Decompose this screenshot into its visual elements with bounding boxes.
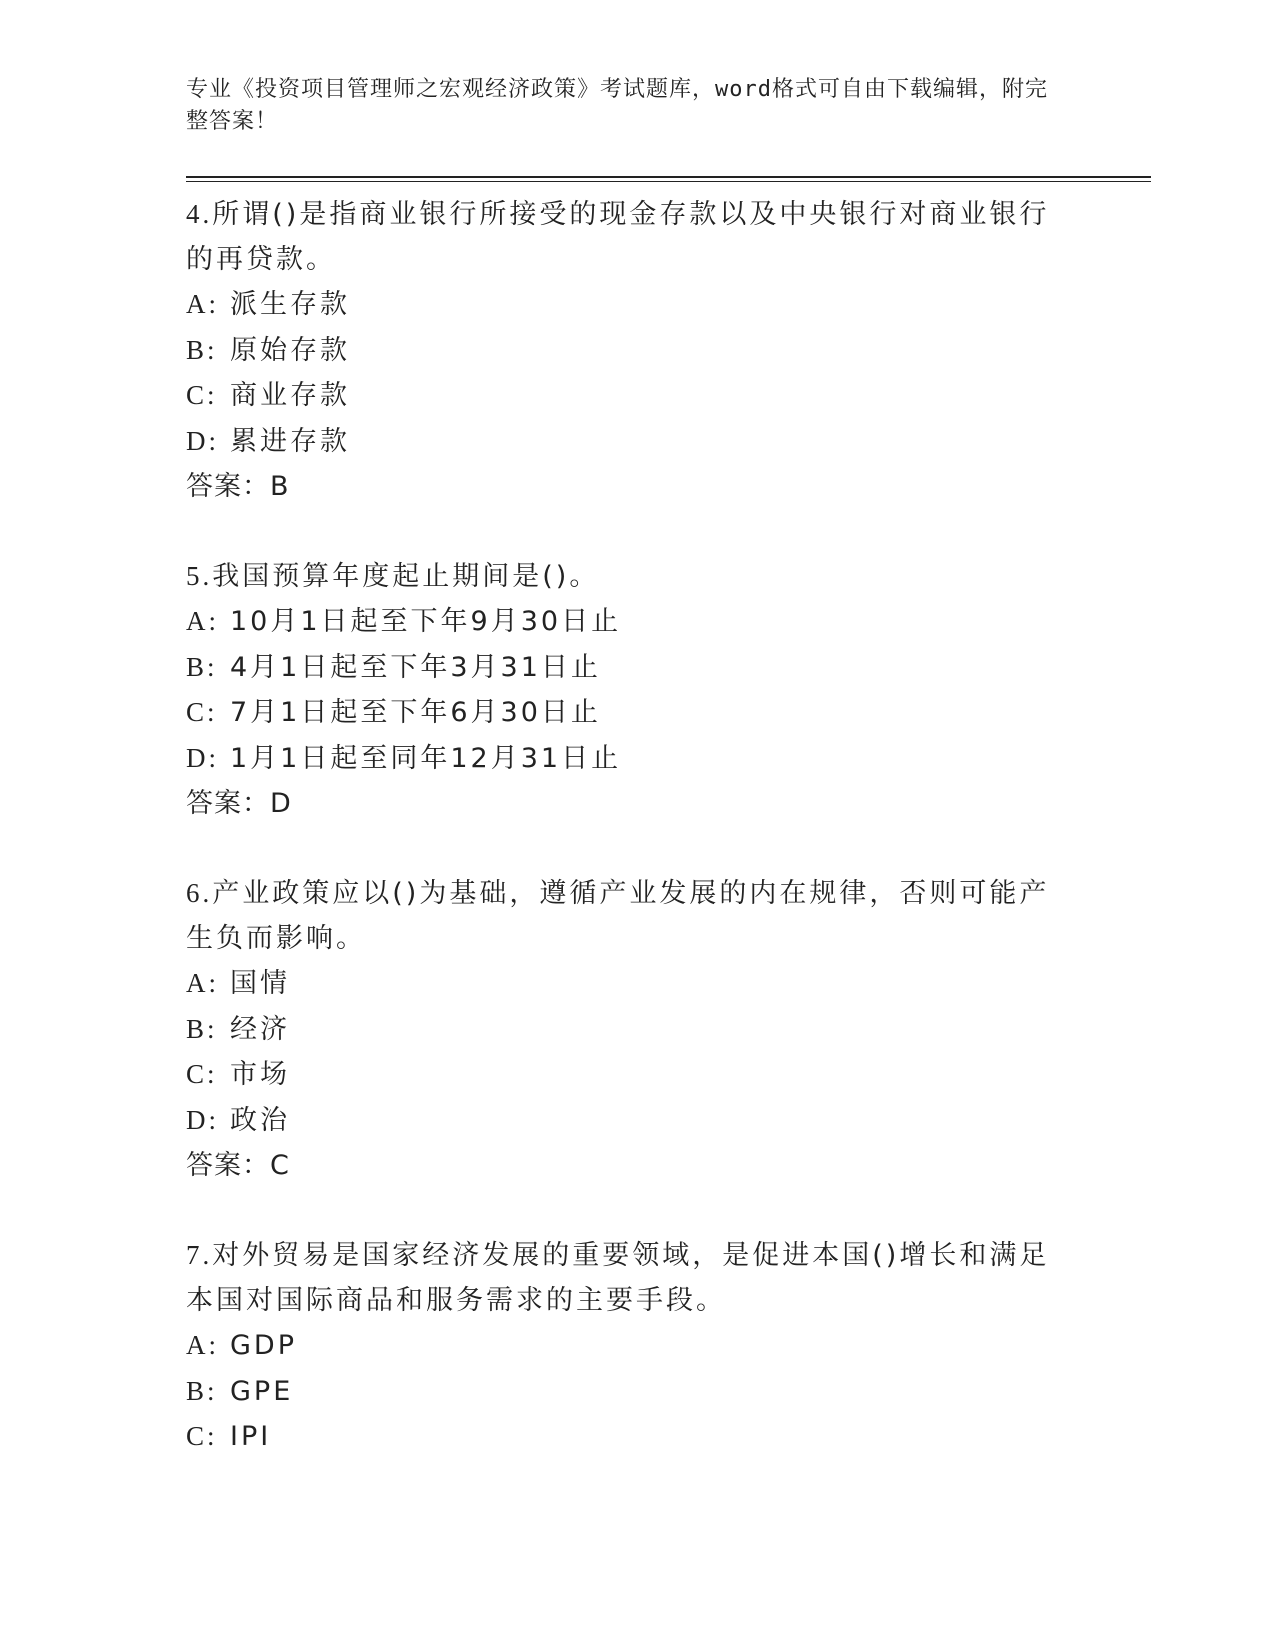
question-number: 4. (186, 199, 213, 229)
option-letter: D: (186, 742, 219, 773)
header-divider-thick (186, 176, 1151, 178)
question-body: 我国预算年度起止期间是()。 (212, 561, 600, 592)
option-letter: B: (186, 334, 218, 365)
option-a (186, 961, 1066, 1007)
question-text (186, 1233, 1066, 1323)
option-text: 派生存款 (230, 289, 350, 320)
question-body: 产业政策应以()为基础，遵循产业发展的内在规律，否则可能产生负而影响。 (186, 878, 1050, 954)
option-letter: C: (186, 1421, 218, 1451)
option-letter: B: (186, 1375, 218, 1406)
option-b (186, 328, 1066, 374)
option-letter: C: (186, 380, 218, 410)
question-4 (186, 192, 1066, 509)
header-divider-thin (186, 181, 1151, 182)
option-text: GDP (230, 1330, 297, 1361)
option-text: 10月1日起至下年9月30日止 (230, 606, 622, 637)
question-text (186, 554, 1066, 599)
option-letter: B: (186, 651, 218, 682)
option-text: 1月1日起至同年12月31日止 (230, 742, 622, 774)
option-text: 商业存款 (230, 380, 350, 411)
option-letter: A: (186, 289, 219, 319)
option-d (186, 419, 1066, 465)
option-letter: D: (186, 425, 219, 456)
option-c (186, 1052, 1066, 1098)
option-a (186, 599, 1066, 645)
option-d (186, 736, 1066, 782)
option-b (186, 1369, 1066, 1415)
option-text: 国情 (230, 968, 290, 999)
option-text: 市场 (230, 1059, 290, 1090)
question-number: 6. (186, 878, 213, 908)
question-text (186, 871, 1066, 961)
document-header: 专业《投资项目管理师之宏观经济政策》考试题库，word格式可自由下载编辑，附完整答案！ (186, 77, 1048, 134)
option-text: 经济 (230, 1013, 290, 1045)
question-list (186, 192, 1066, 1505)
option-letter: A: (186, 968, 219, 998)
question-body: 对外贸易是国家经济发展的重要领域，是促进本国()增长和满足本国对国际商品和服务需求的主要手段。 (186, 1240, 1050, 1316)
question-6 (186, 871, 1066, 1188)
option-text: 7月1日起至下年6月30日止 (230, 697, 601, 728)
option-letter: C: (186, 697, 218, 727)
answer: 答案：C (186, 1150, 290, 1181)
option-b (186, 1007, 1066, 1053)
option-letter: C: (186, 1059, 218, 1089)
option-text: 政治 (230, 1104, 290, 1136)
option-letter: D: (186, 1104, 219, 1135)
option-c (186, 1414, 1066, 1460)
question-number: 7. (186, 1240, 213, 1270)
option-b (186, 645, 1066, 691)
question-body: 所谓()是指商业银行所接受的现金存款以及中央银行对商业银行的再贷款。 (186, 199, 1050, 275)
option-text: GPE (230, 1375, 294, 1407)
question-number: 5. (186, 561, 213, 591)
option-text: IPI (230, 1421, 272, 1452)
option-text: 4月1日起至下年3月31日止 (230, 651, 601, 683)
option-d (186, 1098, 1066, 1144)
option-c (186, 690, 1066, 736)
question-text (186, 192, 1066, 282)
answer: 答案：D (186, 788, 292, 819)
option-c (186, 373, 1066, 419)
question-5 (186, 554, 1066, 826)
option-text: 累进存款 (230, 425, 350, 457)
option-a (186, 282, 1066, 328)
option-letter: A: (186, 1330, 219, 1360)
option-letter: B: (186, 1013, 218, 1044)
option-letter: A: (186, 606, 219, 636)
question-7 (186, 1233, 1066, 1460)
option-a (186, 1323, 1066, 1369)
option-text: 原始存款 (230, 334, 350, 366)
answer: 答案：B (186, 471, 290, 502)
